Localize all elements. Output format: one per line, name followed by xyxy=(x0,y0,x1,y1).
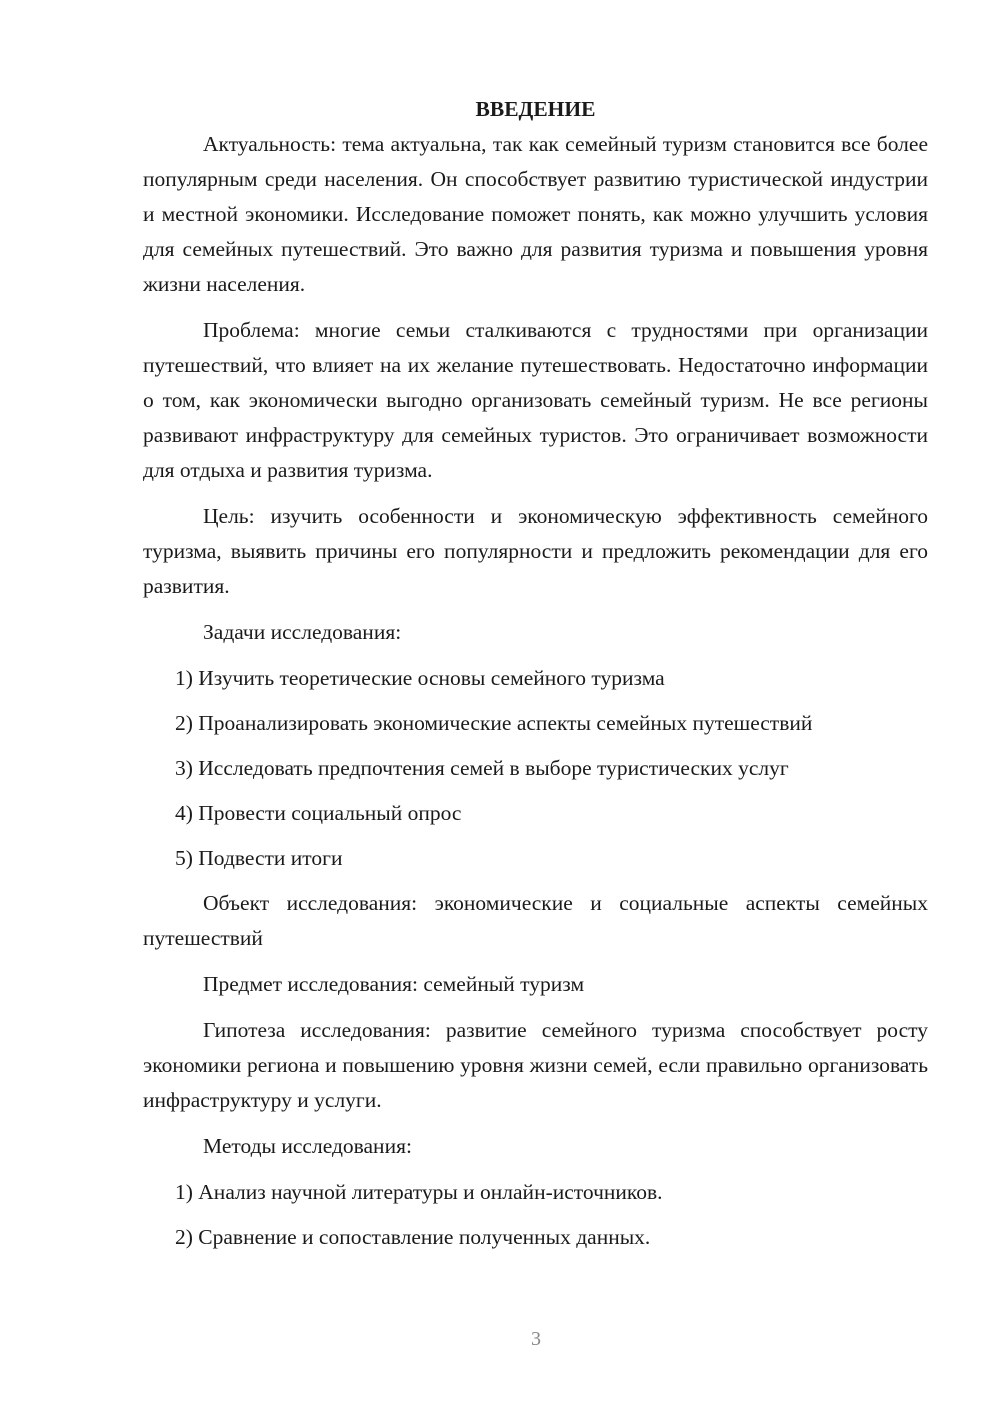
hypothesis-paragraph: Гипотеза исследования: развитие семейного туризма способствует росту экономики региона и повышению уровня жизни семей, если правильно организовать инфраструктуру и услуги. xyxy=(143,1018,928,1112)
tasks-list xyxy=(143,661,928,876)
document-page xyxy=(143,92,928,1265)
problem-paragraph: Проблема: многие семьи сталкиваются с трудностями при организации путешествий, что влияет на их желание путешествовать. Недостаточно информации о том, как экономически выгодно организовать семейный туризм. Не все регионы развивают инфраструктуру для семейных туристов. Это ограничивает возможности для отдыха и развития туризма. xyxy=(143,318,928,482)
tasks-heading: Задачи исследования: xyxy=(203,620,402,644)
page-number: 3 xyxy=(531,1328,541,1350)
task-item-4: 4) Провести социальный опрос xyxy=(175,801,462,825)
page-title: ВВЕДЕНИЕ xyxy=(475,97,596,121)
method-item-2: 2) Сравнение и сопоставление полученных данных. xyxy=(175,1225,651,1249)
methods-heading: Методы исследования: xyxy=(203,1134,412,1158)
task-item-5: 5) Подвести итоги xyxy=(175,846,343,870)
subject-paragraph: Предмет исследования: семейный туризм xyxy=(203,972,585,996)
method-item-1: 1) Анализ научной литературы и онлайн-источников. xyxy=(175,1180,663,1204)
methods-list xyxy=(143,1175,928,1255)
task-item-3: 3) Исследовать предпочтения семей в выборе туристических услуг xyxy=(175,756,789,780)
object-paragraph: Объект исследования: экономические и социальные аспекты семейных путешествий xyxy=(143,891,928,950)
relevance-paragraph: Актуальность: тема актуальна, так как семейный туризм становится все более популярным среди населения. Он способствует развитию туристической индустрии и местной экономики. Исследование поможет понять, как можно улучшить условия для семейных путешествий. Это важно для развития туризма и повышения уровня жизни населения. xyxy=(143,132,928,296)
task-item-1: 1) Изучить теоретические основы семейного туризма xyxy=(175,666,665,690)
goal-paragraph: Цель: изучить особенности и экономическую эффективность семейного туризма, выявить причины его популярности и предложить рекомендации для его развития. xyxy=(143,504,928,598)
task-item-2: 2) Проанализировать экономические аспекты семейных путешествий xyxy=(175,711,813,735)
